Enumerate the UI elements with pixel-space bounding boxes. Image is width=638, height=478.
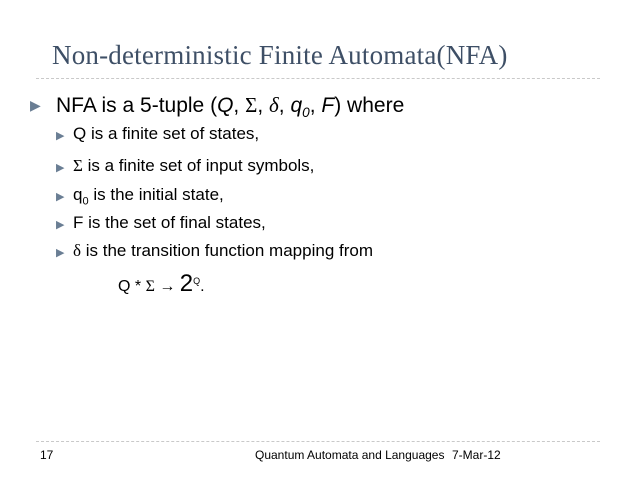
- arrow-right-icon: →: [154, 278, 180, 295]
- q0-subscript: 0: [82, 195, 89, 208]
- sub-bullet-final-states: F is the set of final states,: [73, 213, 266, 232]
- bullet-arrow-icon: ▶: [56, 162, 65, 174]
- formula-period: .: [200, 278, 205, 295]
- tuple-q0-subscript: 0: [302, 105, 310, 121]
- sub-bullet-transition: [73, 241, 373, 261]
- sigma-symbol: Σ: [73, 156, 83, 175]
- formula-lhs: Q *: [118, 278, 146, 295]
- bullet-arrow-icon: ▶: [56, 130, 65, 142]
- sub-bullet-alphabet: [73, 156, 314, 176]
- tuple-prefix: NFA is a 5-tuple (: [56, 94, 218, 117]
- q0-base: q: [73, 185, 83, 204]
- tuple-q0: q: [290, 94, 303, 117]
- main-bullet-text: [56, 93, 404, 120]
- tuple-suffix: ) where: [334, 94, 405, 117]
- formula-sigma: Σ: [145, 278, 155, 295]
- tuple-delta: δ: [269, 93, 279, 117]
- footer-date: 7-Mar-12: [452, 448, 501, 462]
- formula-exponent: Q: [193, 276, 201, 286]
- sub-bullet-initial-state: [73, 185, 224, 207]
- bullet-arrow-icon: ▶: [56, 219, 65, 231]
- transition-text: is the transition function mapping from: [81, 241, 373, 260]
- alphabet-text: is a finite set of input symbols,: [82, 156, 315, 175]
- tuple-sigma: Σ: [245, 93, 258, 117]
- tuple-q: Q: [217, 94, 234, 117]
- slide-number: 17: [40, 448, 54, 462]
- sub-bullet-states: Q is a finite set of states,: [73, 124, 260, 143]
- bullet-arrow-icon: ▶: [30, 97, 41, 113]
- footer-title: Quantum Automata and Languages: [255, 448, 445, 462]
- tuple-sep: ,: [278, 94, 291, 117]
- footer-divider: [36, 441, 600, 442]
- tuple-sep: ,: [233, 94, 246, 117]
- slide-title: Non-deterministic Finite Automata(NFA): [52, 40, 508, 70]
- initial-state-text: is the initial state,: [88, 185, 224, 204]
- tuple-f: F: [321, 94, 335, 117]
- formula-power-base: 2: [179, 270, 194, 297]
- delta-symbol: δ: [73, 241, 82, 260]
- title-divider: [36, 78, 600, 79]
- bullet-arrow-icon: ▶: [56, 191, 65, 203]
- bullet-arrow-icon: ▶: [56, 247, 65, 259]
- tuple-sep: ,: [257, 94, 269, 117]
- transition-formula: [118, 270, 205, 298]
- tuple-sep: ,: [309, 94, 322, 117]
